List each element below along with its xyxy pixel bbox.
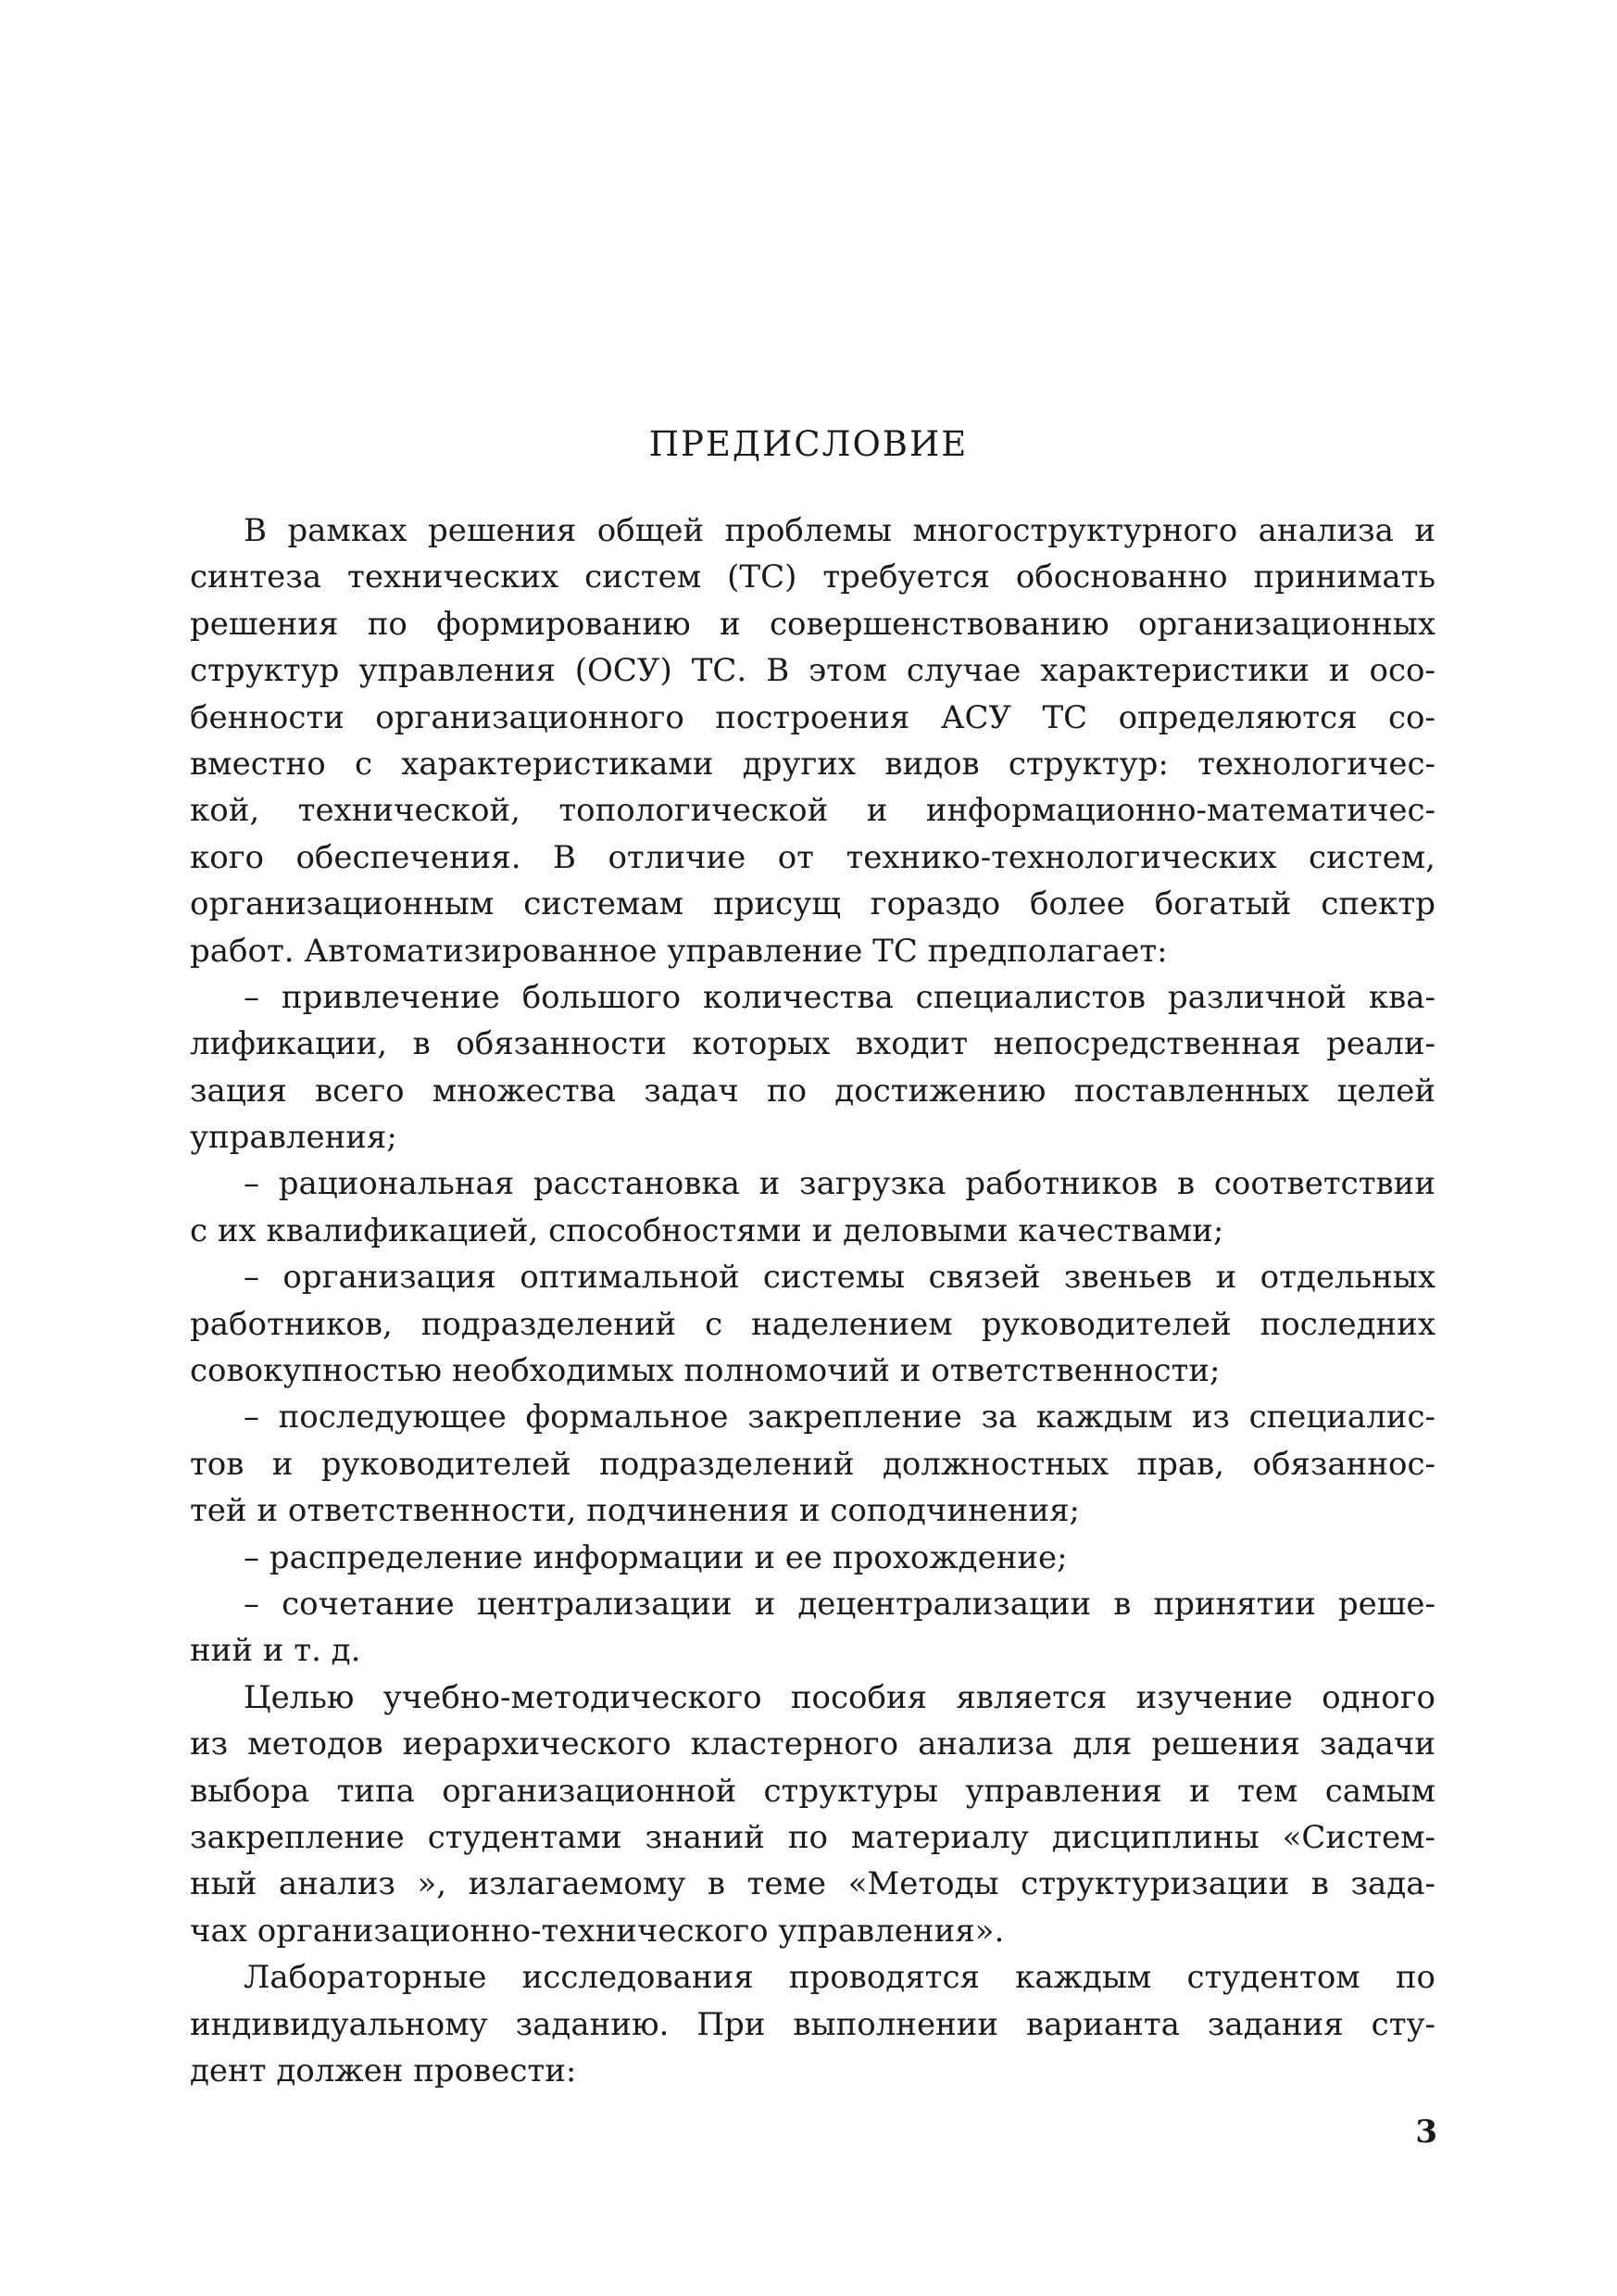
- text-line: из методов иерархического кластерного анализа для решения задачи: [190, 1725, 1435, 1763]
- text-line: работников, подразделений с наделением руководителей последних: [190, 1305, 1435, 1343]
- text-line: – последующее формальное закрепление за каждым из специалис-: [244, 1399, 1435, 1437]
- text-line: – привлечение большого количества специалистов различной ква-: [244, 978, 1435, 1016]
- text-line: индивидуальному заданию. При выполнении варианта задания сту-: [190, 2005, 1435, 2043]
- text-line: Лабораторные исследования проводятся каждым студентом по: [244, 1959, 1435, 1997]
- text-line: синтеза технических систем (ТС) требуется обоснованно принимать: [190, 558, 1435, 596]
- text-line: лификации, в обязанности которых входит непосредственная реали-: [190, 1025, 1435, 1063]
- text-line: ный анализ », излагаемому в теме «Методы структуризации в зада-: [190, 1865, 1435, 1903]
- text-line: закрепление студентами знаний по материалу дисциплины «Систем-: [190, 1818, 1435, 1856]
- text-line: тей и ответственности, подчинения и соподчинения;: [190, 1492, 1081, 1530]
- text-line: вместно с характеристиками других видов структур: технологичес-: [190, 745, 1435, 783]
- text-line: управления;: [190, 1119, 397, 1157]
- text-line: совокупностью необходимых полномочий и ответственности;: [190, 1352, 1221, 1390]
- text-line: бенности организационного построения АСУ ТС определяются со-: [190, 698, 1435, 736]
- text-line: зация всего множества задач по достижению поставленных целей: [190, 1072, 1435, 1110]
- text-line: – сочетание централизации и децентрализации в принятии реше-: [244, 1585, 1435, 1623]
- page-heading: ПРЕДИСЛОВИЕ: [648, 424, 969, 464]
- text-line: – рациональная расстановка и загрузка работников в соответствии: [244, 1165, 1435, 1203]
- text-line: решения по формированию и совершенствованию организационных: [190, 605, 1435, 643]
- text-line: структур управления (ОСУ) ТС. В этом случае характеристики и осо-: [190, 652, 1435, 690]
- body-text: [190, 508, 1435, 2094]
- page-number: 3: [1415, 2114, 1437, 2151]
- text-line: кого обеспечения. В отличие от технико-технологических систем,: [190, 838, 1435, 876]
- text-line: Целью учебно-методического пособия является изучение одного: [244, 1678, 1435, 1716]
- text-line: тов и руководителей подразделений должностных прав, обязаннос-: [190, 1445, 1435, 1483]
- text-line: чах организационно-технического управления».: [190, 1912, 1005, 1950]
- text-line: В рамках решения общей проблемы многоструктурного анализа и: [244, 512, 1435, 549]
- text-line: с их квалификацией, способностями и деловыми качествами;: [190, 1211, 1224, 1249]
- text-line: работ. Автоматизированное управление ТС предполагает:: [190, 932, 1168, 970]
- text-line: выбора типа организационной структуры управления и тем самым: [190, 1772, 1435, 1810]
- text-line: организационным системам присущ гораздо более богатый спектр: [190, 885, 1435, 923]
- text-line: – распределение информации и ее прохождение;: [244, 1538, 1068, 1576]
- text-line: дент должен провести:: [190, 2051, 577, 2089]
- text-line: ний и т. д.: [190, 1632, 361, 1670]
- text-line: кой, технической, топологической и информационно-математичес-: [190, 792, 1435, 830]
- text-line: – организация оптимальной системы связей звеньев и отдельных: [244, 1259, 1435, 1297]
